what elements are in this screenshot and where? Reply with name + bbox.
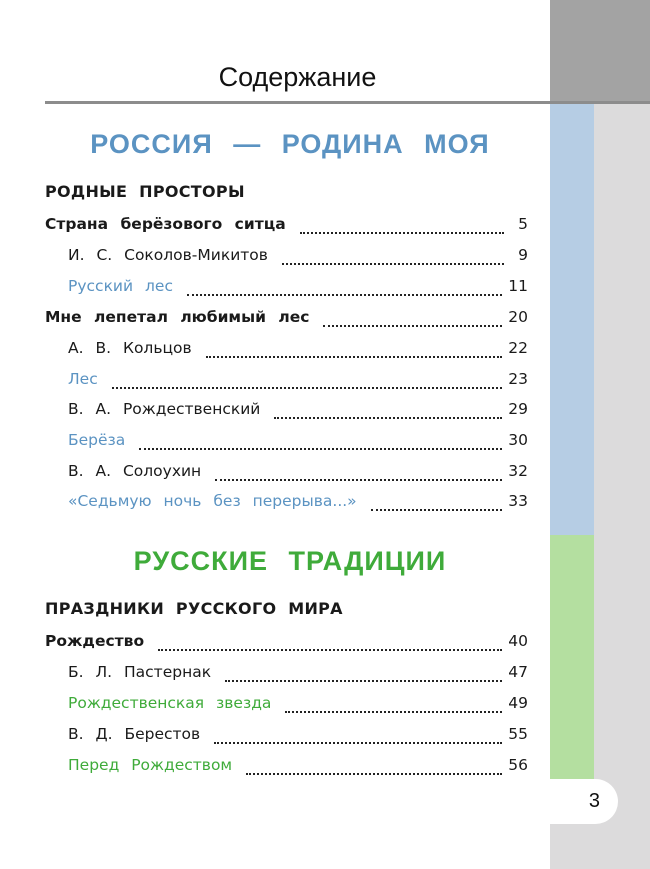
leader-dots [206, 356, 503, 358]
leader-dots [246, 773, 502, 775]
toc-entry[interactable] [68, 462, 528, 486]
toc-entry-page: 23 [508, 370, 528, 388]
toc-entry-page: 29 [508, 400, 528, 418]
leader-dots [300, 232, 504, 234]
page-number-tab [550, 779, 618, 824]
toc-entry-author: В. А. Рождественский [68, 400, 261, 418]
toc-entry-author: В. Д. Берестов [68, 725, 201, 743]
leader-dots [214, 742, 502, 744]
toc-entry[interactable] [68, 277, 528, 301]
toc-entry-page: 56 [508, 756, 528, 774]
toc-entry-page: 32 [508, 462, 528, 480]
toc-entry[interactable] [68, 756, 528, 780]
toc-entry-author: В. А. Солоухин [68, 462, 202, 480]
leader-dots [285, 711, 502, 713]
toc-entry[interactable] [68, 431, 528, 455]
toc-entry-title: Рождество [45, 632, 145, 650]
section-title-traditions: РУССКИЕ ТРАДИЦИИ [133, 546, 447, 576]
toc-entry[interactable] [68, 246, 528, 270]
leader-dots [139, 448, 502, 450]
leader-dots [215, 479, 502, 481]
toc-entry[interactable] [68, 492, 528, 516]
toc-entry-page: 22 [508, 339, 528, 357]
leader-dots [323, 325, 502, 327]
toc-entry-author: Б. Л. Пастернак [68, 663, 212, 681]
page-number: 3 [588, 790, 600, 812]
toc-entry[interactable] [68, 400, 528, 424]
toc-entry-page: 40 [508, 632, 528, 650]
toc-entry-page: 11 [508, 277, 528, 295]
toc-entry-page: 20 [508, 308, 528, 326]
toc-entry-work: Русский лес [68, 277, 173, 295]
toc-entry-page: 49 [508, 694, 528, 712]
toc-entry[interactable] [68, 725, 528, 749]
page-title: Содержание [218, 62, 377, 92]
toc-entry[interactable] [45, 215, 528, 239]
toc-entry[interactable] [68, 339, 528, 363]
toc-entry[interactable] [45, 308, 528, 332]
toc-entry-author: И. С. Соколов-Микитов [68, 246, 268, 264]
leader-dots [274, 417, 502, 419]
toc-entry-work: Лес [68, 370, 98, 388]
leader-dots [371, 509, 503, 511]
subsection-title-holidays: ПРАЗДНИКИ РУССКОГО МИРА [45, 599, 343, 618]
toc-entry-work: Перед Рождеством [68, 756, 233, 774]
toc-entry-page: 47 [508, 663, 528, 681]
toc-entry[interactable] [45, 632, 528, 656]
toc-entry-work: Рождественская звезда [68, 694, 272, 712]
leader-dots [112, 387, 503, 389]
toc-entry-page: 9 [518, 246, 528, 264]
toc-entry-page: 5 [518, 215, 528, 233]
leader-dots [158, 649, 502, 651]
title-rule [45, 101, 650, 104]
side-margin-light [594, 102, 650, 869]
toc-entry-page: 55 [508, 725, 528, 743]
toc-entry-work: Берёза [68, 431, 126, 449]
leader-dots [187, 294, 502, 296]
toc-entry-page: 33 [508, 492, 528, 510]
side-tab-blue-section [550, 102, 594, 535]
side-tab-green-section [550, 535, 594, 779]
toc-entry[interactable] [68, 370, 528, 394]
toc-entry-author: А. В. Кольцов [68, 339, 192, 357]
toc-entry-work: «Седьмую ночь без перерыва...» [68, 492, 357, 510]
section-title-russia: РОССИЯ — РОДИНА МОЯ [90, 129, 490, 159]
toc-entry-title: Страна берёзового ситца [45, 215, 286, 233]
side-tab-gray [550, 0, 650, 102]
leader-dots [225, 680, 502, 682]
leader-dots [282, 263, 504, 265]
subsection-title-native-expanses: РОДНЫЕ ПРОСТОРЫ [45, 182, 245, 201]
toc-entry[interactable] [68, 663, 528, 687]
toc-entry-title: Мне лепетал любимый лес [45, 308, 310, 326]
toc-entry[interactable] [68, 694, 528, 718]
toc-entry-page: 30 [508, 431, 528, 449]
